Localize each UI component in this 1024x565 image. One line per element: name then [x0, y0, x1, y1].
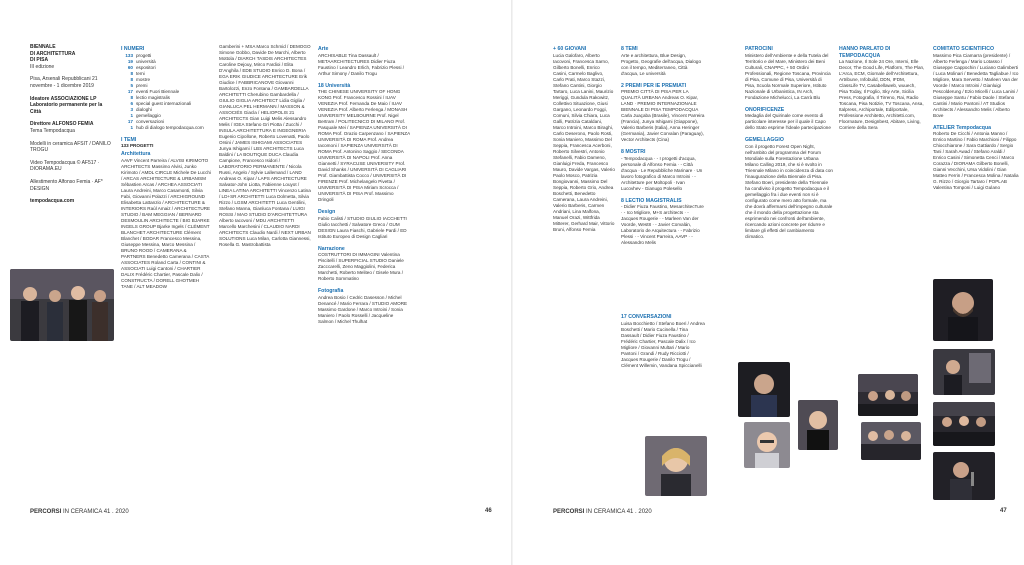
- intro-idea: Ideatore ASSOCIAZIONE LP Laboratorio permanente per la Città: [30, 95, 103, 115]
- universita-heading: 18 Università: [318, 82, 351, 89]
- numeri-row: 60 espositori: [127, 64, 156, 70]
- conversazioni-list: Luisa Bocchietto / Stefano Boeri / Andrea Boschetti / Mario Cucinella / Tina Dassault / Didier Fiuza Faustino / Frédéric Chartier, Pascale Dalix / Ico Migliore / Giovanni Multari / Mario Pantoni / Grandi / Rudy Ricciotti / Jacques Rougerie / Danilo Trogu / Clément Willemin, Vandana Spiccianelli: [621, 320, 705, 368]
- temi-list: Arte e architettura, Blue Design, Progetto, Geografie dell'acqua, Dialogo con il tempo, Mediterraneo, Città d'acqua, Le università: [621, 52, 702, 76]
- footer-right-issue: 41 . 2020: [626, 509, 652, 515]
- atelier-list: Roberto De Cicchi / Antonia Manno / Enrico Martino / Fabio Marchioni / Filippo Chiocchiarone / Sara Gattiardo / Sergio Tani / Sarah Awad / Stefano Araldi / Enrico Casini / Simonetta Cenci / Marco Corazza / DIORAMA Gilberto Bonelli, Gianni Vecchini, Ursa Vidolini / Gian Matteo Ferrin / Francesca Molina / Natalia G. Rizzo / Giorgio Tartaro / POPLAB Valentina Tomponi / Luigi Gulano: [933, 131, 1019, 190]
- design-list: Fabio Calisti / STUDIO GIULIO IACCHETTI Giulio Iacchetti / Salvatore Greco / GUM DESIGN Laura Fiaschi, Gabriele Pardi / ED Istituto Europeo di Design Cagliari: [318, 215, 407, 239]
- photo-speakers-stage: [933, 402, 995, 446]
- numeri-row: 17 conversazioni: [127, 118, 165, 124]
- premi-heading: 2 PREMI PER IE PREMIATI: [621, 82, 687, 89]
- numeri-list: [121, 53, 211, 131]
- intro-edition: III edizione: [30, 63, 55, 70]
- onorificenze-text: Medaglia del Quirinale come evento di particolare interesse per il quale il Capo dello Stato esprime l'ideale partecipazione: [745, 113, 831, 130]
- stampa-list: La Nazione, Il Sole 24 Ore, Interni, Elle Decor, The Good Life, Platform, The Plan, L'Arca, ECM, Giornale dell'Architettura, Artribune, Infobuild, DDN, IFDM, ClassLife TV, Casabellaweb, wuuech, Pisa Today, Il Foglio, Sky Arte, Sicilia Press, Fotografia, Il Tirreno, Rai, Radio Toscana, Pisa Notizie, TV Toscana, Ansa, Italpress, Archiportale, Edilportale, Professione Architetto, Architetti.com, Floornature, Designbest, Abitare, Living, Corriere della Sera: [839, 59, 925, 130]
- stampa-heading: HANNO PARLATO DI TEMPODACQUA: [839, 46, 891, 59]
- intro-video: Video Tempodacqua © AF517 · DIORAMA.EU: [30, 159, 100, 173]
- footer-right: [553, 508, 652, 516]
- photo-people-group: [861, 422, 921, 460]
- photo-woman-portrait: [798, 400, 838, 450]
- footer-left-brand: PERCORSI: [30, 509, 62, 515]
- architects-column-2: [219, 44, 311, 504]
- photo-man-exhibition: [933, 349, 995, 395]
- page-number-right: 47: [1000, 508, 1007, 514]
- progetti-count: 133 PROGETTI: [121, 143, 154, 148]
- intro-dates: Pisa, Arsenali Repubblicani 21 novembre - 1 dicembre 2019: [30, 76, 98, 89]
- onorificenze-heading: ONORIFICENZE: [745, 106, 785, 113]
- arte-list: ARCHISABLE Tina Dassault / METAARCHITECTURES Didier Fiuza Faustino / Leandro Erlich, Fabrizio Plessi / Arthur Simony / Danilo Trogu: [318, 52, 405, 76]
- right-page: [513, 44, 1024, 514]
- premi-list: PREMIO CITTÀ DI PISA PER LA QUALITÀ URBANA Andreas O. Kipar, LAND · PREMIO INTERNAZIONALE BIENNALE DI PISA TEMPODACQUA Carla Juaçaba (Brasile), Vincent Parreira (Francia), Junya Ishigami (Giappone), Valerio Barberis (Italia), Anna Heringer (Germania), Javier Corvalan (Paraguay), Vector Architects (Cina): [621, 89, 705, 142]
- numeri-row: 133 progetti: [125, 52, 152, 58]
- numeri-row: 3 dialoghi: [130, 106, 152, 112]
- fotografia-list: Andrea Bosio / Cedric Dasesson / Michel Denancé / Mario Ferrara / STUDIO AMORE Massimo Gardone / Marco Introini / Sonia Maniero / Paolo Rosselli / Jacqueline Salmon / Michel Thulhat: [318, 294, 408, 324]
- intro-director: Direttore ALFONSO FEMIA: [30, 121, 94, 128]
- mostre-heading: 8 MOSTRI: [621, 149, 646, 155]
- footer-right-brand-2: IN CERAMICA: [586, 509, 626, 515]
- intro-theme: Tema Tempodacqua: [30, 127, 75, 134]
- intro-title-1: BIENNALE: [30, 44, 56, 50]
- giovani-column: [553, 44, 615, 504]
- numeri-row: 6 special guest internazionali: [130, 100, 192, 106]
- architettura-list: AAVF Vincent Parreira / ALVISI KIRIMOTO ARCHITECTS Massimo Alvisi, Junko Kirimoto / AMDL CIRCLE Michele De Lucchi / ARCAS ARCHITECTURE & URBANISM Sébastien Arcas / ARCHEA ASSOCIATI Laura Andreini, Marco Casamonti, Silvia Fabi, Giovanni Polazzi / ARCHIGROUND Elisabetta Lattanzio / ARCHITECTURE & INTERIORS Raúl Amaiz / ARCHITECTURE STUDIO / BAM MEGGIAN / BERNARD DESMOULIN ARCHITECTE / BIG BJARKE INGELS GROUP Bjarke Ingels / CLÉMENT BLANCHET ARCHITECTURE Clément Blanchet / BODAR Francesco Messina, Giuseppe Messina, Marco Messina / BRUNO ROOD / CAMERANA & PARTNERS Benedetto Camerana / CASTA ASSOCIATES Roland Carta / CONTINI & ASSOCIATI Luigi Cantoni / CHARTIER DALIX Frédéric Chartier, Pascale Dalix / CONSTRUCTA / DORELL GHOTMEH TANE / ALT MEADOW: [121, 157, 211, 289]
- comitato-list: Massimo Pica Ciamarra (presidente) / Alberto Ferlenga / Mario Lotasso / Giuseppe Cappochin / Luciano Galimberti / Luca Molinari / Benedetta Tagliabue / Ico Migliore, Mara Servetto / Marleen Van der Voorde / Marco Introini / Gianluigi Pescolderung / Ezio Micelli / Luca Lanini / Giuseppe Santu / Fabio Daole / Stefano Cantini / Mario Pantoni / AT Studios Architects / Alessandro Melis / Alberto Bove: [933, 52, 1019, 118]
- universita-list: THE CHINESE UNIVERSITY OF HONG KONG Prof. Francesco Rossini / IUAV VENEZIA Prof. Fernanda De Maio / IUAV VENEZIA Prof. Alberto Ferlenga / MONASH UNIVERSITY MELBOURNE Prof. Nigel Bertram / POLITECNICO DI MILANO Prof. Pasquale Mei / SAPIENZA UNIVERSITÀ DI ROMA Prof. Orazio Carpenzano / SAPIENZA UNIVERSITÀ DI ROMA Prof. Andrea Iacomoni / SAPIENZA UNIVERSITÀ DI ROMA Prof. Antonino Saggio / SECONDA UNIVERSITÀ DI NAPOLI Prof. Anna Giannetti / SYRACUSE UNIVERSITY Prof. David Shanks / UNIVERSITÀ DI CAGLIARI Prof. Giambattista Cocco / UNIVERSITÀ DI FIRENZE Prof. Michelangelo Pivetta / UNIVERSITÀ DI PISA Miriam Scrocca / UNIVERSITÀ DI PISA Prof. Massimo Dringoli: [318, 89, 410, 202]
- photo-guests: [10, 269, 114, 341]
- footer-left-brand-2: IN CERAMICA: [63, 509, 103, 515]
- numeri-row: 8 lectio magistralis: [130, 94, 170, 100]
- giovani-list: Lucia Galofaro, Alberto Iacovoni, Francesca Sarno, Gilberto Bonelli, Enrico Casini, Carmelo Baglivo, Carlo Prati, Marco Stazzi, Stefano Cantini, Giorgio Tartaro, Luca Lanini, Maurizio Meriggi, Gundula Rakowitz, Collettivo Situazione, Giusi Gargano, Leonardo Foggi, Comuni, Silvia Chiara, Luca Galli, Patrizia Cataldani, Marco Introini, Marco Biraghi, Carlo Deserono, Paolo Rosti, Sonia Maniero, Massimo Del Seppia, Francesca Acerboni, Roberto Silvestri, Antonio Stefanelli, Fabio Dameno, Gianluigi Freda, Francesco Mauro, Davide Vargas, Valerio Paolo Mosco, Patrizia Bongiovanni, Massimo Del Seppia, Roberto Grio, Andrea Boschetti, Benedetto Camerana, Laura Andreini, Valerio Barberis, Carmen Andriani, Lina Malfona, Manuel Orazi, Wittfrida Mitterer, Gerhard Mair, Vittorio Bruni, Alfonso Femia: [553, 52, 615, 232]
- architects-list-2: Gamberini + MSA Marco Schmid / DEMOGO Simone Gobbo, Davide De Marchi, Alberto Mottola / DIARCH TASDIS ARCHITECTES Caroline Dejouy, Mirco Fardioi / Elita D'Anghila / EDB STUDIO Enrico D. Bona / EGA ERIK GIUDICE ARCHITECTURE Erik Giudice / FABBRICANOVE Giovanni Bartolozzi, Enzo Fontana / GAMBARDELLA ARCHITETTI Cherubino Gambardella / GIULIO GIGLIA ARCHITECT Lidia Giglia / GIANLUCA PEL HERMANN / MASSON & ASSOCIÉS Giacla / HELIOPOLIS 21 ARCHITECTS Gian Luigi Melis Alessandro Melis / IGEA Stefano Gri Piotta / Zucchi / INSULA ARCHITETTURA E INGEGNERIA Eugenio Cipollone, Roberto Lovenatti, Paolo Orsini / JAMES ISHIGAMI ASSOCIATES Junya Ishigami / LBS ARCHITECTS Luca Baldini / LA BOUTIQUE DUCA Claudia Campione, Francesco Isidori / LABORATORIO PERMANENTE / Nicola Russi, Angelo / Sylvie Lallemand / LAND Andreas O. Kipar / LAPS ARCHITECTURE Salvator-John Liotta, Fabienne Louyot / LINEA LATINA ARCHITETTI Vincenzo Latina / LD+SR ARCHITETTI Luca Dolmetta, Silvia Rizzo / LGSM ARCHITETTI Luca Gentilini, Stefano Manna, Gianluca Fontana / LUIGI ROSSI / MAO STUDIO D'ARCHITETTURA Alberto Iacovoni / MDU ARCHITETTI Marcello Marchesini / CLAUDIO NARDI ARCHITECTS Claudio Nardi / NEXT URBAN SOLUTIONS Luca Milan, Carlotta Giannessi, Rosella G. Mastrobattista: [219, 44, 311, 247]
- photo-man-microphone: [933, 452, 995, 500]
- arte-heading: Arte: [318, 46, 329, 52]
- numeri-column: [121, 44, 211, 504]
- photo-woman-glasses: [744, 422, 790, 468]
- footer-left: [30, 508, 129, 516]
- atelier-heading: ATELIER Tempodacqua: [933, 124, 992, 131]
- patrocini-column: [745, 44, 833, 374]
- numeri-row: 1 gemellaggio: [130, 112, 161, 118]
- conversazioni-column: [621, 312, 705, 422]
- gemellaggio-heading: GEMELLAGGIO: [745, 137, 784, 143]
- photo-man-speaking: [738, 362, 790, 417]
- lectio-heading: 8 LECTIO MAGISTRALIS: [621, 197, 682, 204]
- progetti-heading: I TEMI: [121, 136, 137, 143]
- patrocini-list: Ministero dell'Ambiente e della Tutela del Territorio e del Mare, Ministero dei Beni Culturali, CNAPPC, + 50 Ordini Professionali, Regione Toscana, Provincia di Pisa, Comune di Pisa, Università di Pisa, Scuola Normale Superiore, Istituto Nazionale di Urbanistica, IN Arch, Fondazione Michelucci, La Carrà Blu: [745, 52, 831, 100]
- design-heading: Design: [318, 209, 336, 215]
- numeri-row: 17 eventi Fuori Biennale: [127, 88, 180, 94]
- footer-right-brand: PERCORSI: [553, 509, 585, 515]
- numeri-row: 8 mostre: [130, 76, 151, 82]
- numeri-row: 5 premi: [130, 82, 148, 88]
- intro-models: Modelli in ceramica AFSIT / DANILO TROGU: [30, 140, 111, 154]
- fotografia-heading: Fotografia: [318, 288, 344, 294]
- numeri-row: 8 temi: [130, 70, 145, 76]
- mostre-list: - Tempodacqua · - I progetti d'acqua, personale di Alfonso Femia · - Città d'acqua · Le Repubbliche Marinare · Un lavoro fotografico di Marco Introini · - Architetture per Moltopoli · Ivan Lucovhev - Gianugo Polesello: [621, 155, 703, 191]
- footer-left-issue: 41 . 2020: [103, 509, 129, 515]
- narrazione-heading: Narrazione: [318, 245, 345, 252]
- numeri-heading: I NUMERI: [121, 46, 145, 52]
- numeri-row: 19 università: [127, 58, 156, 64]
- giovani-heading: + 60 GIOVANI: [553, 46, 587, 52]
- photo-panel-audience: [858, 374, 918, 416]
- comitato-heading: COMITATO SCIENTIFICO: [933, 46, 995, 52]
- numeri-row: 1 hub di dialogo tempodacqua.com: [130, 124, 204, 130]
- lectio-list: - Didier Fiuza Faustino, MesarchitecTure · - Ico Migliore, M+S architects · - Jacques Rougerie · - Marleen Van der Voorde, West8 · - Javier Corvalán, Laboratorio de Arquitectura · - Fabrizio Plessi · - Vincent Parreira, AAVP · - Alessandro Melis: [621, 204, 704, 245]
- patrocini-heading: PATROCINI: [745, 46, 773, 52]
- narrazione-list: COSTRUTTORI DI IMMAGINI Valentina Piscitelli / SUPERFICIAL STUDIO Daniele Zacccarelli, Zeno Maggiolini, Federica Marchetti, Roberto Meliteo / Gisele Mura / Roberto Sommatino: [318, 252, 404, 281]
- conversazioni-heading: 17 CONVERSAZIONI: [621, 314, 672, 320]
- intro-setup: Allestimento Alfonso Femia · AF* DESIGN: [30, 178, 103, 192]
- left-page: [0, 44, 511, 514]
- temi-heading: 8 TEMI: [621, 46, 638, 52]
- photo-woman-smiling: [645, 436, 707, 496]
- gemellaggio-text: Con il progetto Forest Open Night, nell'ambito del programma del Forum Mondiale sulla Forestazione Urbana Milano Calling 2019, che si è svolto in Triennale Milano in coincidenza di data con l'inaugurazione della Biennale di Pisa. Stefano Boeri, presidente della Triennale ha condiviso il progetto Tempodacqua e il gemellaggio fra i due eventi non si è configurato come mero atto formale, ma che dovrà affermarsi dell'impegno culturale che il mondo della progettazione sta esprimendo nei confronti dell'ambiente, ricercando azioni concrete per ridurre e limitare gli effetti del cambiamento climatico.: [745, 143, 833, 239]
- intro-web: tempodacqua.com: [30, 198, 75, 205]
- intro-title-2: DI ARCHITETTURA: [30, 50, 76, 57]
- disciplines-column: [318, 44, 410, 504]
- stampa-column: [839, 44, 925, 244]
- page-number-left: 46: [485, 508, 492, 514]
- comitato-column: [933, 44, 1019, 269]
- architettura-heading: Architettura: [121, 151, 151, 157]
- photo-man-beard: [933, 279, 993, 341]
- intro-title-3: DI PISA: [30, 57, 49, 64]
